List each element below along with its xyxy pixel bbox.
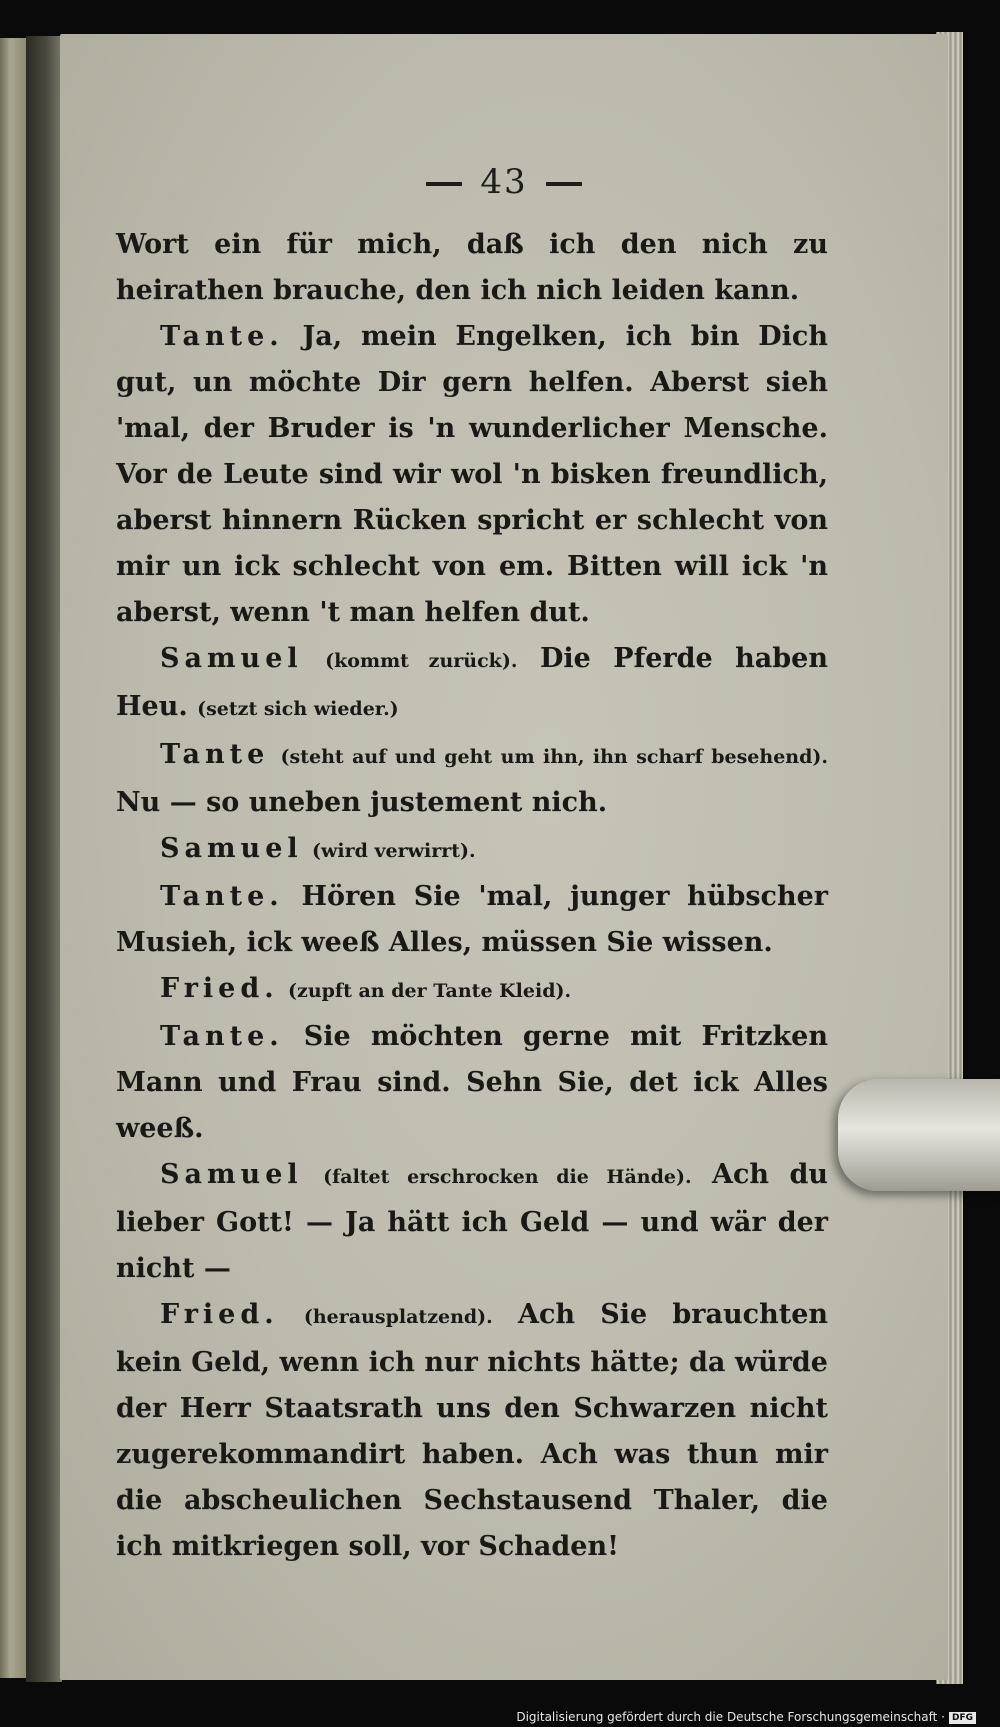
credit-text: Digitalisierung gefördert durch die Deutsche Forschungsgemeinschaft ·: [516, 1710, 945, 1724]
book-page: [60, 34, 948, 1680]
dialogue-text: Ach du lieber Gott! — Ja hätt ich Geld — und wär der nicht —: [116, 1159, 828, 1284]
speaker-name: Fried.: [160, 973, 279, 1004]
stage-direction: (zupft an der Tante Kleid).: [288, 980, 572, 1002]
paragraph: [116, 222, 828, 314]
stage-direction: (steht auf und geht um ihn, ihn scharf besehend).: [280, 746, 828, 768]
digitization-credit: [516, 1710, 976, 1724]
left-page-edge: [0, 38, 26, 1678]
paragraph: [116, 732, 828, 826]
stage-direction: (herausplatzend).: [303, 1306, 493, 1328]
stage-direction: (faltet erschrocken die Hände).: [323, 1166, 692, 1188]
paragraph: [116, 874, 828, 966]
paragraph: [116, 636, 828, 732]
speaker-name: Tante.: [160, 1021, 284, 1052]
speaker-name: Tante.: [160, 321, 284, 352]
stage-direction: (wird verwirrt).: [312, 840, 476, 862]
page-number: 43: [480, 162, 528, 202]
dfg-logo: DFG: [949, 1712, 976, 1724]
paragraph: [116, 1152, 828, 1292]
stage-direction: (setzt sich wieder.): [197, 698, 399, 720]
speaker-name: Samuel: [160, 643, 303, 674]
speaker-name: Samuel: [160, 1159, 303, 1190]
stage-direction: (kommt zurück).: [325, 650, 518, 672]
paragraph: [116, 966, 828, 1014]
speaker-name: Tante: [160, 739, 270, 770]
page-text: [116, 222, 828, 1570]
speaker-name: Tante.: [160, 881, 284, 912]
dialogue-text: Nu — so uneben justement nich.: [116, 787, 608, 818]
dialogue-text: Ja, mein Engelken, ich bin Dich gut, un möchte Dir gern helfen. Aberst sieh 'mal, der Bruder is 'n wunderlicher Mensche. Vor de Leute sind wir wol 'n bisken freundlich, aberst hinnern Rücken spricht er schlecht von mir un ick schlecht von em. Bitten will ick 'n aberst, wenn 't man helfen dut.: [116, 321, 829, 628]
speaker-name: Samuel: [160, 833, 303, 864]
dialogue-text: Ach Sie brauchten kein Geld, wenn ich nur nichts hätte; da würde der Herr Staatsrath uns den Schwarzen nicht zugerekommandirt haben. Ach was thun mir die abscheulichen Sechstausend Thaler, die ich mitkriegen soll, vor Schaden!: [116, 1299, 828, 1562]
book-gutter: [26, 36, 62, 1682]
page-number-header: [60, 162, 948, 202]
thumb-clip: [838, 1079, 1000, 1191]
paragraph: [116, 314, 828, 636]
paragraph: [116, 1014, 828, 1152]
paragraph: [116, 826, 828, 874]
speaker-name: Fried.: [160, 1299, 279, 1330]
dialogue-text: Hören Sie 'mal, junger hübscher Musieh, ick weeß Alles, müssen Sie wissen.: [116, 881, 828, 958]
dialogue-text: Die Pferde haben Heu.: [116, 643, 828, 722]
dialogue-text: Wort ein für mich, daß ich den nich zu heirathen brauche, den ich nich leiden kann.: [116, 229, 828, 306]
header-dash-left: [426, 182, 462, 186]
dialogue-text: Sie möchten gerne mit Fritzken Mann und Frau sind. Sehn Sie, det ick Alles weeß.: [116, 1021, 828, 1144]
header-dash-right: [546, 182, 582, 186]
paragraph: [116, 1292, 828, 1570]
